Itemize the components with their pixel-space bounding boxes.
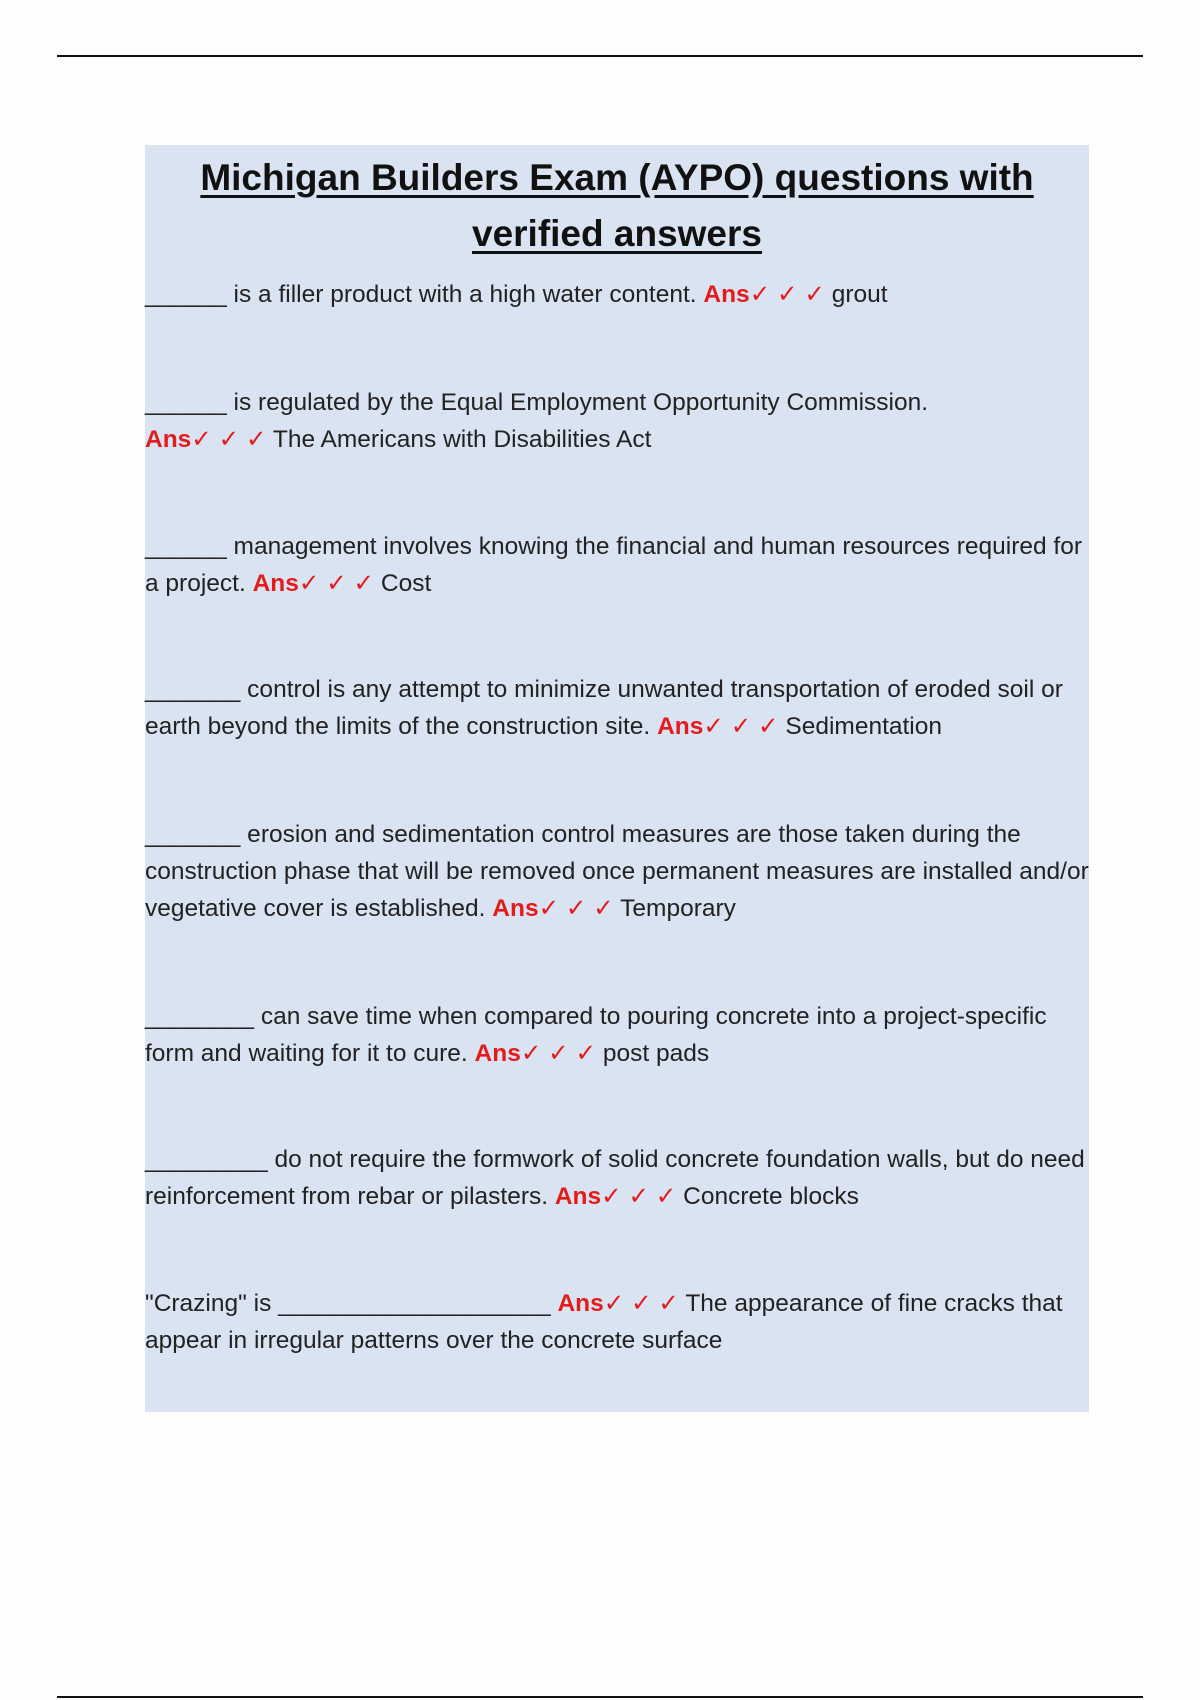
qa-item-4 — [145, 671, 1095, 745]
question-text: _______ control is any attempt to minimize unwanted transportation of eroded soil or earth beyond the limits of the construction site. — [145, 676, 1063, 740]
question-text: ______ is a filler product with a high water content. — [145, 281, 697, 308]
check-icon: ✓ ✓ ✓ — [538, 895, 614, 922]
question-text: _______ erosion and sedimentation control measures are those taken during the construction phase that will be removed once permanent measures are installed and/or vegetative cover is established. — [145, 821, 1089, 922]
answer-marker: Ans — [557, 1290, 604, 1317]
answer-text: Concrete blocks — [683, 1183, 859, 1210]
check-icon: ✓ ✓ ✓ — [298, 570, 375, 597]
bottom-rule — [57, 1696, 1143, 1698]
answer-text: The appearance of fine cracks that appear in irregular patterns over the concrete surface — [145, 1290, 1063, 1354]
answer-text: Temporary — [620, 895, 736, 922]
check-icon: ✓ ✓ ✓ — [601, 1183, 677, 1210]
answer-text: Cost — [380, 570, 432, 597]
question-text: "Crazing" is ____________________ — [145, 1290, 551, 1317]
title-line-1: Michigan Builders Exam (AYPO) questions with — [200, 157, 1034, 198]
qa-item-8 — [145, 1285, 1095, 1359]
answer-marker: Ans — [145, 426, 192, 453]
question-text: ______ is regulated by the Equal Employment Opportunity Commission. — [145, 389, 929, 416]
question-text: ________ can save time when compared to pouring concrete into a project-specific form and waiting for it to cure. — [145, 1003, 1047, 1067]
question-text: ______ management involves knowing the financial and human resources required for a project. — [145, 533, 1083, 597]
answer-marker: Ans — [474, 1040, 521, 1067]
check-icon: ✓ ✓ ✓ — [191, 426, 267, 453]
content-panel — [145, 145, 1089, 1412]
qa-item-7 — [145, 1141, 1095, 1215]
qa-item-1 — [145, 276, 1095, 313]
check-icon: ✓ ✓ ✓ — [520, 1040, 597, 1067]
answer-marker: Ans — [657, 713, 704, 740]
qa-item-2 — [145, 384, 1095, 458]
page-title — [145, 150, 1089, 262]
answer-marker: Ans — [703, 281, 750, 308]
answer-text: Sedimentation — [785, 713, 943, 740]
qa-item-3 — [145, 528, 1095, 602]
check-icon: ✓ ✓ ✓ — [749, 281, 825, 308]
answer-text: The Americans with Disabilities Act — [272, 426, 652, 453]
answer-marker: Ans — [492, 895, 539, 922]
answer-text: grout — [831, 281, 888, 308]
answer-text: post pads — [602, 1040, 710, 1067]
question-text: _________ do not require the formwork of solid concrete foundation walls, but do need reinforcement from rebar or pilasters. — [145, 1146, 1085, 1210]
check-icon: ✓ ✓ ✓ — [703, 713, 779, 740]
qa-item-5 — [145, 816, 1095, 927]
top-rule — [57, 55, 1143, 57]
answer-marker: Ans — [252, 570, 299, 597]
check-icon: ✓ ✓ ✓ — [603, 1290, 679, 1317]
answer-marker: Ans — [554, 1183, 602, 1210]
qa-item-6 — [145, 998, 1095, 1072]
title-line-2: verified answers — [472, 213, 762, 254]
